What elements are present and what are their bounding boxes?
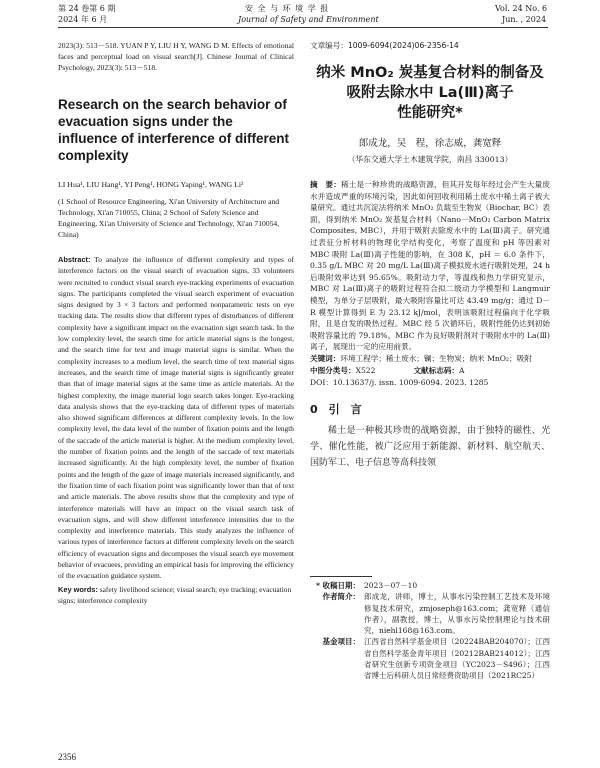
chinese-title-line1: 纳米 MnO₂ 炭基复合材料的制备及 <box>316 65 544 81</box>
running-header <box>0 0 600 30</box>
right-column <box>310 40 550 471</box>
cn-keywords-label: 关键词： <box>310 353 341 363</box>
article-number: 文章编号：1009-6094(2024)06-2356-14 <box>310 41 459 50</box>
footnote-rule <box>310 576 372 577</box>
chinese-authors: 郎成龙，吴 程，徐志威，龚宽释 <box>358 138 502 149</box>
footnote <box>310 580 550 682</box>
reference-entry: 2023(3): 513－518. YUAN P Y, LIU H Y, WANG D M. Effects of emotional faces and perceptual load on visual search[J]. Chinese Journal of Clinical Psychology, 2023(3): 513－518. <box>58 41 294 72</box>
doi: DOI：10.13637/j. issn. 1009-6094. 2023. 1285 <box>310 377 489 387</box>
classification <box>310 365 550 377</box>
header-vol-en: Vol. 24 No. 6 <box>495 4 548 13</box>
cn-abstract-text: 稀土是一种珍贵的战略资源，但其开发每年经过会产生大量废水并造成严重的环境污染，因此如何回收利用稀土废水中稀土离子被大量研究。通过共沉淀法将纳米 MnO₂ 负载至生物炭（Biochar, BC）表面，得到纳米 MnO₂ 炭基复合材料（Nano－MnO₂ Carbon Matrix Composites, MBC），并用于吸附去除废水中的 La(Ⅲ)离子。研究通过表征分析材料的物理化学结构变化，考察了温度和 pH 等因素对 MBC 吸附 La(Ⅲ)离子性能的影响，在 308 K，pH ＝ 6.0 条件下，0.35 g/L MBC 对 20 mg/L La(Ⅲ)离子模拟废水进行吸附处理，24 h 后吸附效率达到 95.65%。吸附动力学，等温线和热力学研究显示，MBC 对 La(Ⅲ)离子的吸附过程符合拟二级动力学模型和 Langmuir 模型，为单分子层吸附，最大吸附容量比可达 43.49 mg/g；通过 D－R 模型计算得到 E 为 23.12 kJ/mol，表明该吸附过程偏向于化学吸附，且是自发的吸热过程。MBC 经 5 次循环后，吸附性能仍达到初始吸附容量比的 79.18%。MBC 作为良好吸附剂对于吸附水中的 La(Ⅲ)离子，展现出一定的应用前景。 <box>310 180 551 352</box>
page-number: 2356 <box>58 752 76 762</box>
doc-code-label: 文献标志码： <box>413 365 460 375</box>
chinese-title-line3: 性能研究* <box>397 105 463 121</box>
keywords-text: safety livelihood science; visual search; eye tracking; evacuation signs; interference complexity <box>58 584 292 605</box>
abstract-text: To analyze the influence of different complexity and types of interference factors on the visual search of evacuation signs, 33 volunteers were recruited to conduct visual search eye-tracking experiments of evacuation signs. The participants completed the visual search experiment of evacuation signs designed by 3 × 3 factors and performed nonparametric tests on eye tracking data. The results show that different types of disturbances of different complexity have a significant impact on the evacuation sign search task. In the low complexity level, the search time for article material signs is the longest, and the search time for text and image material signs is similar. When the complexity increases to a medium level, the search time of text material signs increases, and the search time of image material signs is significantly greater than that of image material signs at the same time as article materials. At the highest complexity, the image material logo search takes longer. Eye-tracking data analysis shows that the eye-tracking data of different types of materials also showed significant differences at different complexity levels. In the low complexity level, the data level of the number of fixation points and the length of the saccade of the article material is higher. At the medium complexity level, the number of fixation points and the length of the saccade of text materials increased significantly. At the high complexity level, the number of fixation points and the length of the gaze of image materials increased significantly, and the fixation time of each fixation point was significantly lower than that of text and article materials. The above results show that the complexity and type of interference materials will have an impact on the visual search task of evacuation signs, and will show different interference intensities due to the complexity and interference materials. This study analyzes the influence of various types of interference factors at different complexity levels on the search efficiency of evacuation signs and decomposes the visual search eye movement behavior of evacuees, providing an empirical basis for improving the efficiency of the evacuation guidance system. <box>58 255 294 581</box>
footnote-fund: 基金项目： 江西省自然科学基金项目（20224BAB204070）；江西省自然科学基金青年项目（20212BAB214012）；江西省研究生创新专项资金项目（YC2023－S496）；江西省博士后科研人员日常经费资助项目（2021RC25） <box>322 637 550 681</box>
header-rule <box>58 27 548 28</box>
english-affiliation: (1 School of Resource Engineering, Xi'an University of Architecture and Technology, Xi'an 710055, China; 2 School of Safety Science and Engineering, Xi'an University of Science and Technology, Xi'an 710054, China) <box>58 197 280 239</box>
clc-label: 中图分类号： <box>310 365 356 375</box>
keywords-label: Key words: <box>58 584 98 594</box>
footnote-received: * 收稿日期： 2023－07－10 <box>315 581 418 590</box>
header-date-en: Jun. , 2024 <box>502 15 547 24</box>
cn-abstract-label: 摘 要： <box>310 180 341 189</box>
chinese-title <box>310 63 550 123</box>
chinese-affiliation: （华东交通大学土木建筑学院，南昌 330013） <box>347 155 513 164</box>
english-authors: LI Hua¹, LIU Hang¹, YI Peng¹, HONG Yaping¹, WANG Li² <box>58 180 244 189</box>
english-keywords <box>58 584 294 606</box>
english-abstract <box>58 254 294 582</box>
doc-code-value: A <box>459 365 465 375</box>
header-journal-cn: 安 全 与 环 境 学 报 <box>245 4 330 13</box>
english-title: Research on the search behavior of evacuation signs under the influence of interference of different complexity <box>58 97 290 163</box>
introduction-text: 稀土是一种极其珍贵的战略资源，由于独特的磁性、光学、催化性能，被广泛应用于新能源、新材料、航空航天、国防军工、电子信息等高科技领 <box>310 425 550 468</box>
chinese-keywords <box>310 353 550 365</box>
cn-keywords-text: 环境工程学；稀土废水；镧；生物炭；纳米 MnO₂；吸附 <box>340 353 532 363</box>
footnote-bio: 作者简介： 郎成龙，讲师，博士，从事水污染控制工艺技术及环境修复技术研究，zmjoseph@163.com；龚宽释（通信作者），副教授，博士，从事水污染控制理论与技术研究，niehl168@163.com。 <box>322 592 550 636</box>
header-volume: 第 24 卷第 6 期 <box>58 4 116 13</box>
chinese-abstract <box>310 179 550 353</box>
clc-value: X522 <box>355 365 376 375</box>
abstract-label: Abstract: <box>58 255 91 264</box>
header-date: 2024 年 6 月 <box>58 15 108 24</box>
header-journal-en: Journal of Safety and Environment <box>238 15 379 24</box>
left-column <box>58 40 294 606</box>
chinese-title-line2: 吸附去除水中 La(Ⅲ)离子 <box>346 85 514 101</box>
section-heading: 0 引 言 <box>310 402 362 416</box>
